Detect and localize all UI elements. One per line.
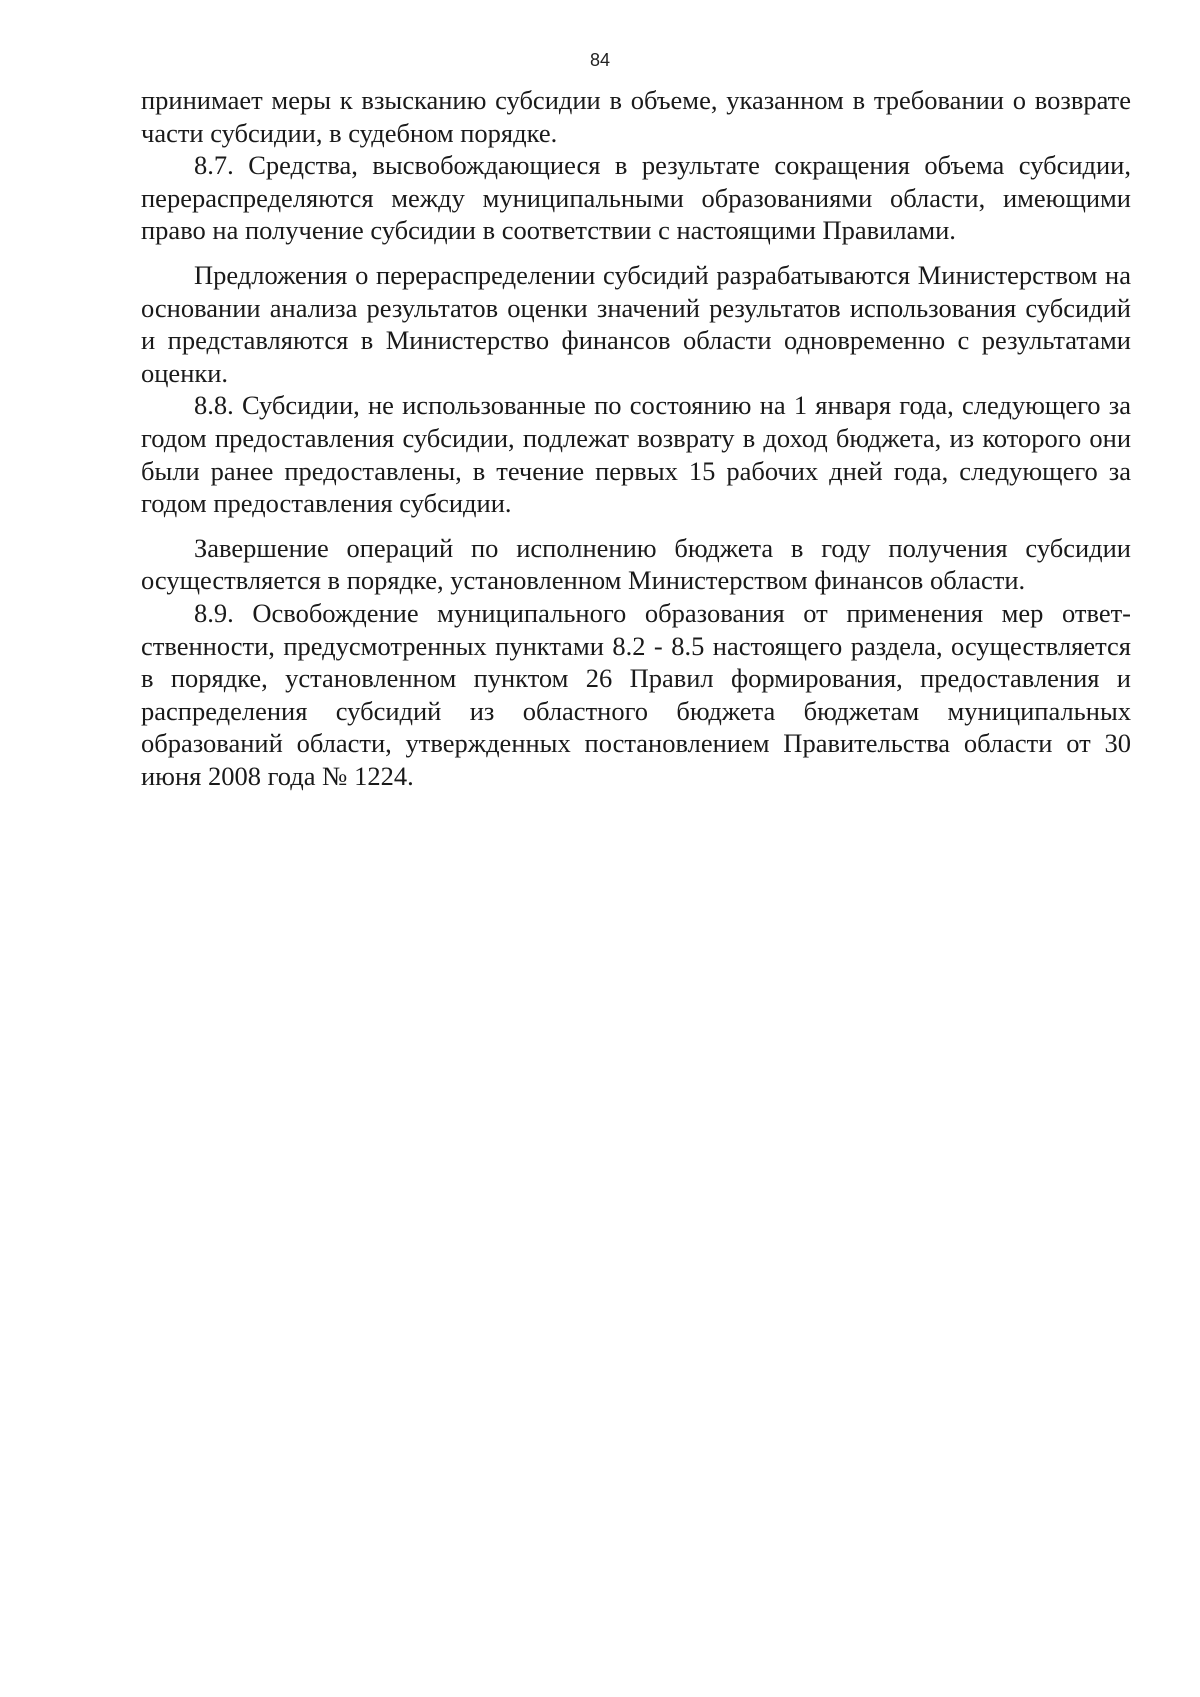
document-body	[141, 84, 1131, 792]
paragraph-8-8: 8.8. Субсидии, не использованные по состоянию на 1 января года, следующего за годом предоставления субсидии, подлежат возврату в доход бюджета, из которого они были ранее предоставлены, в течение первых 15 рабочих дней года, следующего за годом предоставления субсидии.	[141, 390, 1131, 519]
page-number: 84	[589, 50, 611, 70]
paragraph-redistribution-proposals: Предложения о перераспределении субсидий разрабатываются Министерством на основании анализа результатов оценки значений результатов использования субсидий и представляются в Министерство финансов области одновременно с результатами оценки.	[141, 259, 1131, 388]
paragraph-8-9: 8.9. Освобождение муниципального образования от применения мер ответственности, предусмотренных пунктами 8.2 - 8.5 настоящего раздела, осуществляется в порядке, установленном пунктом 26 Правил формирования, предоставления и распределения субсидий из областного бюджета бюджетам муниципальных образований области, утвержденных постановлением Правительства области от 30 июня 2008 года № 1224.	[141, 597, 1131, 791]
paragraph-continuation: принимает меры к взысканию субсидии в объеме, указанном в требовании о возврате части субсидии, в судебном порядке.	[141, 85, 1131, 148]
paragraph-budget-completion: Завершение операций по исполнению бюджета в году получения субсидии осуществляется в порядке, установленном Министерством финансов области.	[141, 532, 1131, 596]
paragraph-8-7: 8.7. Средства, высвобождающиеся в результате сокращения объема субсидии, перераспределяются между муниципальными образованиями области, имеющими право на получение субсидии в соответствии с настоящими Правилами.	[141, 150, 1131, 246]
